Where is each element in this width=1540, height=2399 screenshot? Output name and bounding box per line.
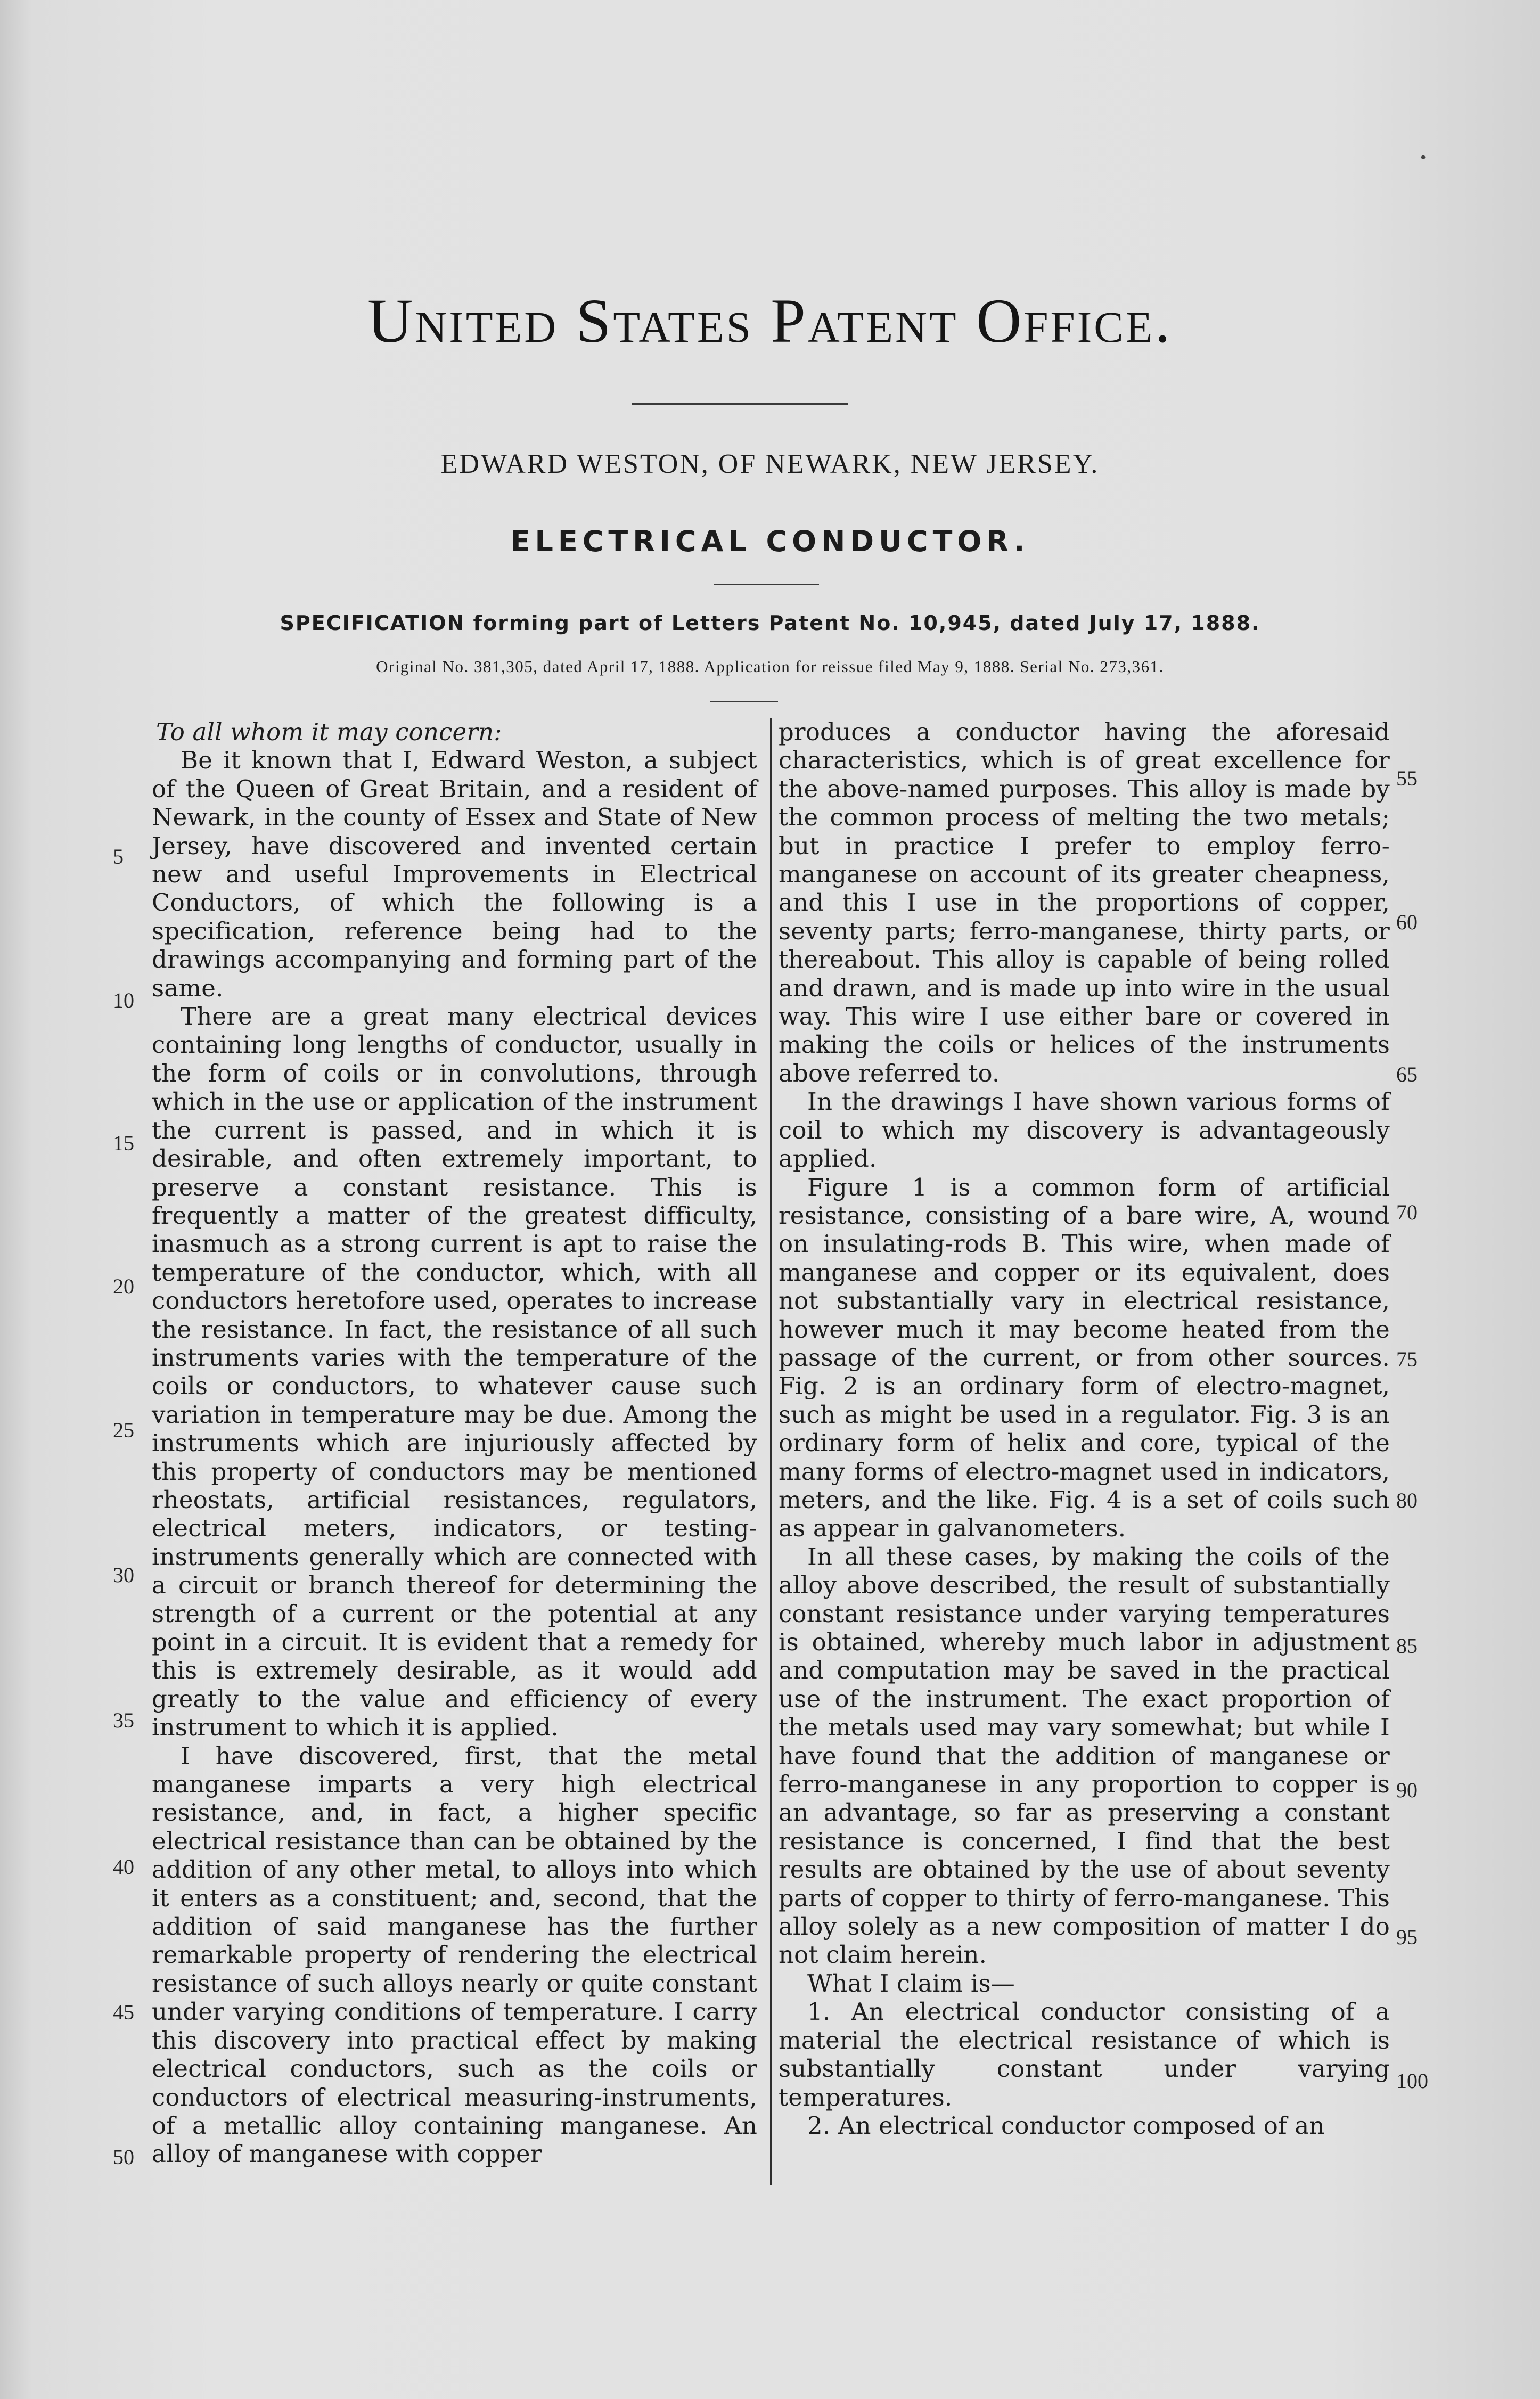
title-divider	[632, 403, 848, 405]
right-column	[779, 718, 1390, 2140]
line-number: 60	[1396, 910, 1418, 934]
paragraph: produces a conductor having the aforesaid characteristics, which is of great excellence for the above-named purposes. This alloy is made by the common process of melting the two metals; but in practice I prefer to employ ferro-manganese on account of its greater cheapness, and this I use in the proportions of copper, seventy parts; ferro-manganese, thirty parts, or thereabout. This alloy is capable of being rolled and drawn, and is made up into wire in the usual way. This wire I use either bare or covered in making the coils or helices of the instruments above referred to.	[779, 718, 1390, 1087]
line-number: 40	[113, 1855, 134, 1879]
header-divider	[710, 701, 778, 702]
line-number: 55	[1396, 766, 1418, 790]
line-number: 65	[1396, 1062, 1418, 1086]
claim: 2. An electrical conductor composed of an	[807, 2111, 1325, 2140]
invention-divider	[714, 584, 819, 585]
paragraph: Be it known that I, Edward Weston, a subject of the Queen of Great Britain, and a resident of Newark, in the county of Essex and State of New Jersey, have discovered and invented certain new and useful Improvements in Electrical Conductors, of which the following is a specification, reference being had to the drawings accompanying and forming part of the same.	[152, 746, 757, 1002]
line-number: 15	[113, 1131, 134, 1155]
line-number: 25	[113, 1418, 134, 1442]
line-number: 100	[1396, 2069, 1428, 2093]
line-number: 30	[113, 1563, 134, 1587]
column-divider	[770, 718, 772, 2185]
line-number: 90	[1396, 1778, 1418, 1802]
line-number: 85	[1396, 1634, 1418, 1658]
line-number: 45	[113, 2000, 134, 2024]
paragraph: In the drawings I have shown various forms of coil to which my discovery is advantageously applied.	[779, 1087, 1390, 1173]
invention-title: ELECTRICAL CONDUCTOR.	[510, 525, 1030, 558]
paragraph: Figure 1 is a common form of artificial resistance, consisting of a bare wire, A, wound on insulating-rods B. This wire, when made of manganese and copper or its equivalent, does not substantially vary in electrical resistance, however much it may become heated from the passage of the current, or from other sources. Fig. 2 is an ordinary form of electro-magnet, such as might be used in a regulator. Fig. 3 is an ordinary form of helix and core, typical of the many forms of electro-magnet used in indicators, meters, and the like. Fig. 4 is a set of coils such as appear in galvanometers.	[779, 1173, 1390, 1543]
left-column	[152, 718, 757, 2168]
paragraph: There are a great many electrical devices containing long lengths of conductor, usually in the form of coils or in convolutions, through which in the use or application of the instrument the current is passed, and in which it is desirable, and often extremely important, to preserve a constant resistance. This is frequently a matter of the greatest difficulty, inasmuch as a strong current is apt to raise the temperature of the conductor, which, with all conductors heretofore used, operates to increase the resistance. In fact, the resistance of all such instruments varies with the temperature of the coils or conductors, to whatever cause such variation in temperature may be due. Among the instruments which are injuriously affected by this property of conductors may be mentioned rheostats, artificial resistances, regulators, electrical meters, indicators, or testing-instruments generally which are connected with a circuit or branch thereof for determining the strength of a current or the potential at any point in a circuit. It is evident that a remedy for this is extremely desirable, as it would add greatly to the value and efficiency of every instrument to which it is applied.	[152, 1002, 757, 1742]
paragraph: In all these cases, by making the coils of the alloy above described, the result of substantially constant resistance under varying temperatures is obtained, whereby much labor in adjustment and computation may be saved in the practical use of the instrument. The exact proportion of the metals used may vary somewhat; but while I have found that the addition of manganese or ferro-manganese in any proportion to copper is an advantage, so far as preserving a constant resistance is concerned, I find that the best results are obtained by the use of about seventy parts of copper to thirty of ferro-manganese. This alloy solely as a new composition of matter I do not claim herein.	[779, 1542, 1390, 1969]
line-number: 20	[113, 1274, 134, 1298]
inventor-line: EDWARD WESTON, OF NEWARK, NEW JERSEY.	[440, 449, 1100, 479]
line-number: 35	[113, 1708, 134, 1732]
specification-line: SPECIFICATION forming part of Letters Patent No. 10,945, dated July 17, 1888.	[280, 611, 1260, 635]
line-number: 75	[1396, 1347, 1418, 1371]
line-number: 80	[1396, 1488, 1418, 1512]
claims-heading: What I claim is—	[807, 1969, 1015, 1997]
claim: 1. An electrical conductor consisting of a material the electrical resistance of which is substantially constant under varying temperatures.	[779, 1997, 1390, 2111]
page-title: United States Patent Office.	[367, 286, 1173, 356]
paper-speck-icon: •	[1419, 150, 1428, 166]
line-number: 50	[113, 2145, 134, 2169]
salutation: To all whom it may concern:	[156, 718, 502, 746]
line-number: 95	[1396, 1925, 1418, 1949]
paragraph: I have discovered, first, that the metal manganese imparts a very high electrical resistance, and, in fact, a higher specific electrical resistance than can be obtained by the addition of any other metal, to alloys into which it enters as a constituent; and, second, that the addition of said manganese has the further remarkable property of rendering the electrical resistance of such alloys nearly or quite constant under varying conditions of temperature. I carry this discovery into practical effect by making electrical conductors, such as the coils or conductors of electrical measuring-instruments, of a metallic alloy containing manganese. An alloy of manganese with copper	[152, 1741, 757, 2168]
original-patent-line: Original No. 381,305, dated April 17, 1888. Application for reissue filed May 9, 1888. Serial No. 273,361.	[376, 657, 1164, 676]
line-number: 10	[113, 988, 134, 1012]
line-number: 70	[1396, 1200, 1418, 1224]
line-number: 5	[113, 845, 124, 869]
